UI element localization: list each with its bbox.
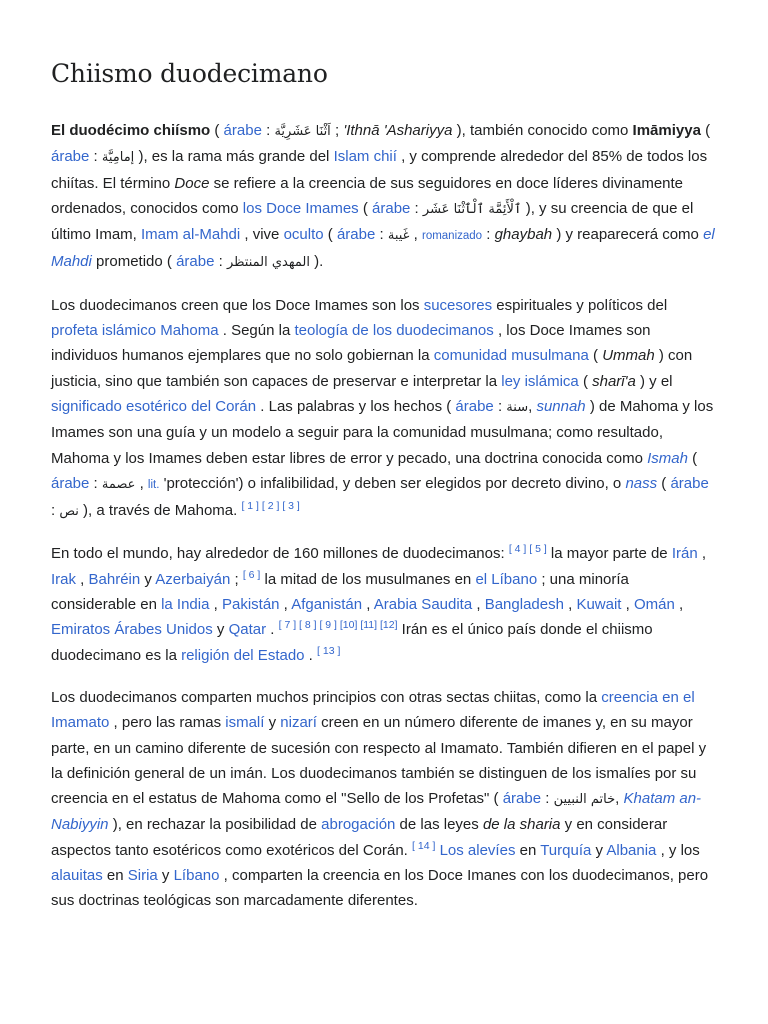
text: ( [358, 199, 373, 217]
text: ) y reaparecerá como [552, 226, 704, 244]
text: , [621, 596, 634, 614]
text: , [563, 596, 577, 614]
text: prometido ( [91, 253, 177, 271]
text: ), es la rama más grande del [134, 148, 334, 166]
term-italic: Doce [174, 174, 210, 192]
link-profeta-mahoma[interactable]: profeta islámico Mahoma [51, 322, 219, 340]
text: , [362, 596, 374, 614]
text: , pero las ramas [109, 714, 226, 732]
link-islam-chii[interactable]: Islam chií [333, 148, 397, 166]
arabic-text: خاتم النبيين [553, 792, 616, 808]
paragraph-demographics [51, 541, 715, 667]
text: ( [700, 122, 711, 139]
text: y [157, 867, 174, 885]
reference-links[interactable]: [ 4 ] [ 5 ] [508, 543, 547, 556]
text: , vive [240, 226, 284, 244]
term-italic: sharī'a [592, 372, 636, 390]
text: En todo el mundo, hay alrededor de 160 millones de duodecimanos: [51, 545, 509, 563]
text: ( [578, 372, 593, 390]
arabic-text: غَيبة [387, 228, 410, 244]
paragraph-doctrine [51, 685, 715, 914]
link-el-mahdi-label: el Mahdi [51, 226, 715, 271]
link-kuwait[interactable]: Kuwait [576, 596, 622, 614]
text: Los duodecimanos comparten muchos principios con otras sectas chiitas, como la [51, 688, 602, 706]
link-religion-estado[interactable]: religión del Estado [181, 646, 305, 664]
text: y [140, 570, 156, 588]
arabic-text: عصمة [101, 476, 136, 492]
text: . Según la [218, 322, 295, 340]
link-arabe[interactable]: árabe [455, 397, 494, 415]
link-arabia-saudita[interactable]: Arabia Saudita [373, 596, 473, 614]
text: , [674, 596, 684, 614]
link-nass-label: nass [625, 474, 658, 492]
arabic-text: نص [59, 504, 79, 520]
text: ) con justicia, sino que también son capaces de preservar e interpretar la [51, 347, 693, 390]
term-bold: El duodécimo chiísmo [51, 122, 211, 139]
link-arabe[interactable]: árabe [502, 790, 542, 808]
text: : [541, 790, 554, 808]
text: 'protección') o infalibilidad, y deben ser elegidos por decreto divino, o [159, 474, 626, 492]
text: : [482, 226, 495, 244]
text: ), y su creencia de que el último Imam, [51, 199, 694, 244]
text: de las leyes [395, 816, 483, 834]
link-nass[interactable] [625, 475, 657, 492]
link-ismah[interactable] [647, 450, 688, 467]
text: ( [657, 474, 671, 492]
text: ( [588, 347, 603, 365]
link-emiratos[interactable]: Emiratos Árabes Unidos [51, 621, 213, 639]
link-significado-esoterico[interactable]: significado esotérico del Corán [51, 397, 257, 415]
reference-links[interactable]: [ 7 ] [ 8 ] [ 9 ] [10] [11] [12] [278, 619, 398, 632]
transliteration: 'Ithnā 'Ashariyya [343, 122, 453, 139]
link-albania[interactable]: Albania [606, 841, 657, 859]
link-pakistan[interactable]: Pakistán [221, 596, 280, 614]
link-libano[interactable]: el Líbano [475, 570, 538, 588]
link-qatar[interactable]: Qatar [228, 621, 267, 639]
text: creen en un número diferente de imanes y, en su mayor parte, en un camino diferente de sucesión con respecto al Imamato. También difieren en el papel y la definición general de un imán. Los duodecimanos también se distinguen de los ismalíes por su creencia en el estatus de Mahoma como el "Sello de los Profetas" ( [51, 714, 707, 808]
text: ), en rechazar la posibilidad de [108, 816, 322, 834]
text: , comparten la creencia en los Doce Imanes con los duodecimanos, pero sus doctrinas teológicas son marcadamente diferentes. [51, 867, 709, 910]
link-arabe[interactable]: árabe [372, 199, 411, 217]
link-nizari[interactable]: nizarí [280, 714, 317, 732]
text: , [135, 474, 148, 492]
text: ; [330, 122, 344, 139]
link-afganistan[interactable]: Afganistán [291, 596, 363, 614]
paragraph-beliefs [51, 293, 715, 525]
link-sunnah[interactable] [536, 398, 585, 415]
text: y [264, 714, 281, 732]
arabic-text: ٱلْأَئِمَّة ٱلْٱثْنَا عَشَر [422, 201, 522, 217]
text: , y comprende alrededor del 85% de todos los chiítas. El término [51, 148, 708, 192]
text: ; una minoría considerable en [51, 570, 629, 614]
article [51, 56, 715, 931]
text: , los Doce Imames son individuos humanos ejemplares que no solo gobiernan la [51, 322, 651, 365]
link-irak[interactable]: Irak [51, 570, 77, 588]
page-title: Chiismo duodecimano [51, 59, 328, 88]
reference-links[interactable]: [ 14 ] [412, 839, 436, 852]
link-bahrein[interactable]: Bahréin [88, 570, 141, 588]
text: : [493, 397, 507, 415]
link-india[interactable]: la India [161, 596, 210, 614]
text: : [89, 148, 102, 166]
link-arabe[interactable]: árabe [176, 253, 215, 271]
link-arabe[interactable]: árabe [223, 122, 262, 139]
text: ) y el [635, 372, 673, 390]
term-italic: Ummah [602, 347, 655, 365]
link-iran[interactable]: Irán [671, 545, 698, 563]
text: y en considerar aspectos tanto esotéricos como exotéricos del Corán. [51, 816, 668, 859]
link-ley-islamica[interactable]: ley islámica [501, 372, 579, 390]
text: , [528, 397, 537, 415]
link-creencia-imamato[interactable]: creencia en el Imamato [51, 688, 695, 732]
link-sucesores[interactable]: sucesores [423, 296, 493, 314]
text: en [102, 867, 128, 885]
text: ( [688, 449, 698, 467]
text: , [409, 226, 422, 244]
link-comunidad-musulmana[interactable]: comunidad musulmana [433, 347, 589, 365]
arabic-text: سنة [506, 399, 529, 415]
link-alauitas[interactable]: alauitas [51, 867, 103, 885]
text: ). [309, 253, 324, 271]
text: ), a través de Mahoma. [78, 502, 242, 520]
text: . [304, 646, 318, 664]
text: ( [323, 226, 337, 244]
text: , [209, 596, 222, 614]
term-bold: Imāmiyya [632, 122, 701, 139]
text: ( [210, 122, 224, 139]
link-siria[interactable]: Siria [127, 867, 158, 885]
text: Los duodecimanos creen que los Doce Imames son los [51, 296, 424, 314]
link-azerbaiyan[interactable]: Azerbaiyán [155, 570, 231, 588]
text: y [212, 621, 229, 639]
text: , [279, 596, 292, 614]
arabic-text: اَثْنَا عَشَرِيَّة [274, 124, 331, 139]
text: Irán es el único país donde el chiismo duodecimano es la [51, 621, 653, 664]
text: la mayor parte de [546, 545, 672, 563]
text: : [375, 226, 388, 244]
link-doce-imames[interactable]: los Doce Imames [242, 199, 359, 217]
text: : [410, 199, 423, 217]
link-oculto[interactable]: oculto [283, 226, 324, 244]
paragraph-intro [51, 118, 715, 276]
text: . [266, 621, 279, 639]
link-turquia[interactable]: Turquía [540, 841, 592, 859]
text: , y los [656, 841, 700, 859]
link-libano-2[interactable]: Líbano [173, 867, 220, 885]
text: , [615, 790, 624, 808]
link-khatam-label: Khatam an-Nabiyyin [51, 790, 702, 834]
link-arabe[interactable]: árabe [670, 474, 709, 492]
link-arabe[interactable]: árabe [51, 148, 90, 166]
link-alevies[interactable]: Los alevíes [439, 841, 516, 859]
link-imam-al-mahdi[interactable]: Imam al-Mahdi [141, 226, 241, 244]
text: espirituales y políticos del [492, 296, 668, 314]
arabic-text: إمامِيَّة [101, 150, 135, 166]
link-arabe[interactable]: árabe [336, 226, 376, 244]
text: se refiere a la creencia de sus seguidores en doce líderes divinamente ordenados, conocidos como [51, 174, 684, 217]
link-ismali[interactable]: ismalí [225, 714, 265, 732]
text: la mitad de los musulmanes en [260, 570, 476, 588]
link-teologia[interactable]: teología de los duodecimanos [294, 322, 494, 340]
text: , [76, 570, 89, 588]
transliteration: ghaybah [494, 226, 553, 244]
text: . Las palabras y los hechos ( [256, 397, 456, 415]
term-italic: de la sharia [482, 816, 561, 834]
text: , [697, 545, 707, 563]
text: , [472, 596, 485, 614]
link-oman[interactable]: Omán [634, 596, 675, 614]
link-sunnah-label: sunnah [536, 397, 586, 415]
text: : [51, 502, 60, 520]
reference-links[interactable]: [ 1 ] [ 2 ] [ 3 ] [241, 500, 300, 513]
link-lit[interactable]: lit. [147, 478, 160, 491]
text: en [515, 841, 541, 859]
text: ), también conocido como [452, 122, 633, 139]
arabic-text: المهدي المنتظر [226, 255, 310, 271]
text: : [214, 253, 227, 271]
text: ; [230, 570, 243, 588]
text: y [591, 841, 607, 859]
reference-links[interactable]: [ 6 ] [242, 568, 261, 581]
link-arabe[interactable]: árabe [51, 474, 90, 492]
reference-links[interactable]: [ 13 ] [317, 644, 341, 657]
link-abrogacion[interactable]: abrogación [321, 816, 396, 834]
text: : [261, 122, 275, 139]
link-romanizado[interactable]: romanizado [421, 230, 483, 243]
link-ismah-label: Ismah [647, 449, 688, 467]
link-bangladesh[interactable]: Bangladesh [484, 596, 564, 614]
text: ) de Mahoma y los Imames son una guía y un modelo a seguir para la comunidad musulmana; como resultado, Mahoma y los Imames deben estar libres de error y pecado, una doctrina conocida como [51, 397, 714, 467]
text: : [89, 474, 102, 492]
